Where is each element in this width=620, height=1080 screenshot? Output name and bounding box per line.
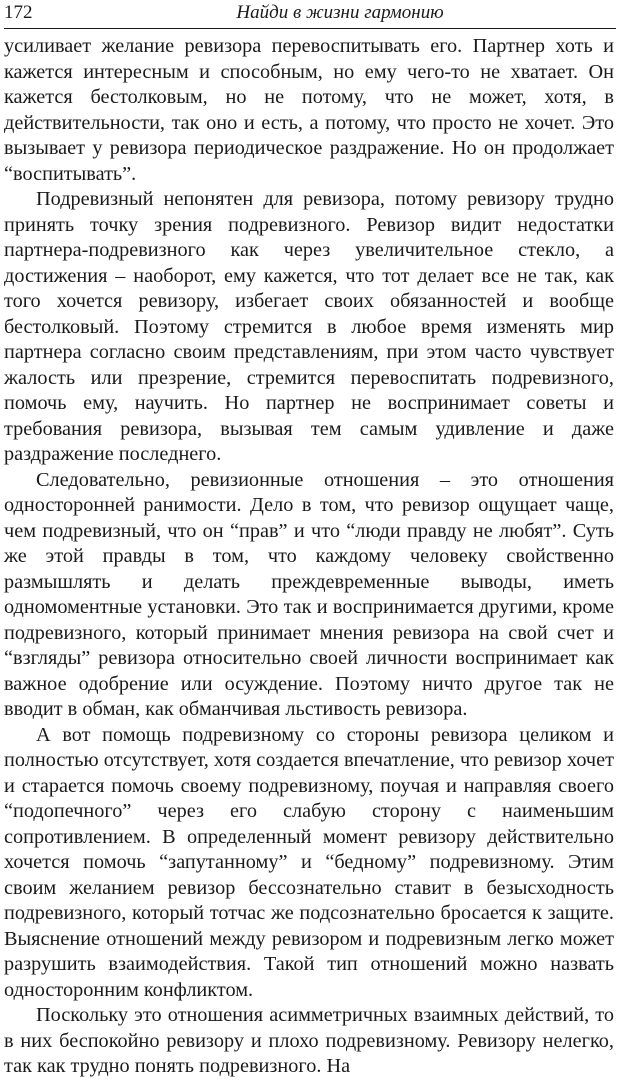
paragraph-1: усиливает желание ревизора перевоспитывать его. Партнер хоть и кажется интересным и способным, но ему чего-то не хватает. Он кажется бестолковым, но не потому, что не может, хотя, в действительности, так оно и есть, а потому, что просто не хочет. Это вызывает у ревизора периодическое раздражение. Но он продолжает “воспитывать”.: [4, 35, 614, 185]
paragraph-4: А вот помощь подревизному со стороны ревизора целиком и полностью отсутствует, хотя создается впечатление, что ревизор хочет и старается помочь своему подревизному, поучая и направляя своего “подопечного” через его слабую сторону с наименьшим сопротивлением. В определенный момент ревизору действительно хочется помочь “запутанному” и “бедному” подревизному. Этим своим желанием ревизор бессознательно ставит в безысходность подревизного, который тотчас же подсознательно бросается к защите. Выяснение отношений между ревизором и подревизным легко может разрушить взаимодействия. Такой тип отношений можно назвать односторонним конфликтом.: [4, 723, 614, 1001]
paragraph-3: Следовательно, ревизионные отношения – это отношения односторонней ранимости. Дело в том, что ревизор ощущает чаще, чем подревизный, что он “прав” и что “люди правду не любят”. Суть же этой правды в том, что каждому человеку свойственно размышлять и делать преждевременные выводы, иметь одномоментные установки. Это так и воспринимается другими, кроме подревизного, который принимает мнения ревизора на свой счет и “взгляды” ревизора относительно своей личности воспринимает как важное одобрение или осуждение. Поэтому ничто другое так не вводит в обман, как обманчивая льстивость ревизора.: [4, 468, 614, 720]
paragraph-5: Поскольку это отношения асимметричных взаимных действий, то в них беспокойно ревизору и плохо подревизному. Ревизору нелегко, так как трудно понять подревизного. На: [4, 1004, 614, 1077]
body-text: [4, 34, 614, 1080]
running-title: Найди в жизни гармонию: [236, 2, 444, 23]
page-number: 172: [4, 2, 33, 23]
paragraph-2: Подревизный непонятен для ревизора, потому ревизору трудно принять точку зрения подревизного. Ревизор видит недостатки партнера-подревизного как через увеличительное стекло, а достижения – наоборот, ему кажется, что тот делает все не так, как того хочется ревизору, избегает своих обязанностей и вообще бестолковый. Поэтому стремится в любое время изменять мир партнера согласно своим представлениям, при этом часто чувствует жалость или презрение, стремится перевоспитать подревизного, помочь ему, научить. Но партнер не воспринимает советы и требования ревизора, вызывая тем самым удивление и даже раздражение последнего.: [4, 188, 614, 465]
page-header: [4, 2, 616, 29]
